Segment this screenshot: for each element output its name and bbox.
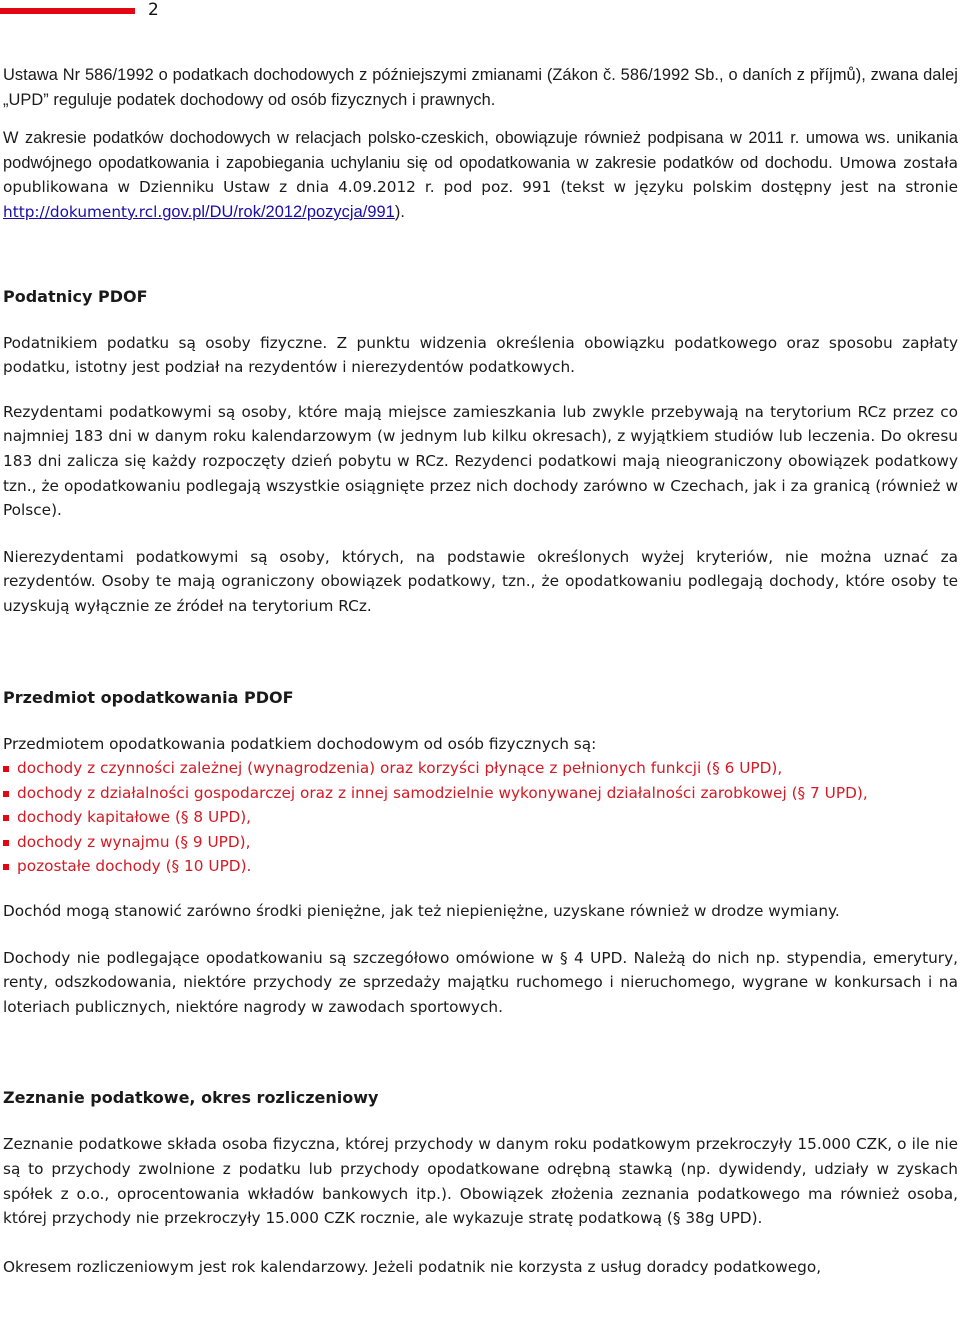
umowa-text-rest: Umowa została opublikowana w Dzienniku Ustaw z dnia 4.09.2012 r. pod poz. 991 (tekst w języku polskim dostępny jest na stronie [3, 153, 958, 197]
section-heading-zeznanie: Zeznanie podatkowe, okres rozliczeniowy [3, 1088, 379, 1108]
list-item-text: dochody z działalności gospodarczej oraz z innej samodzielnie wykonywanej działalności zarobkowej (§ 7 UPD), [17, 783, 868, 802]
section-heading-podatnicy: Podatnicy PDOF [3, 286, 148, 306]
podatnicy-paragraph-nierezydenci: Nierezydentami podatkowymi są osoby, których, na podstawie określonych wyżej kryteriów, nie można uznać za rezydentów. Osoby te mają ograniczony obowiązek podatkowy, tzn., że opodatkowaniu podlegają dochody, które osoby te uzyskują wyłącznie ze źródeł na terytorium RCz. [3, 547, 958, 615]
bullet-square-icon [3, 840, 9, 846]
podatnicy-paragraph-rezydenci: Rezydentami podatkowymi są osoby, które mają miejsce zamieszkania lub zwykle przebywają na terytorium RCz przez co najmniej 183 dni w danym roku kalendarzowym (w jednym lub kilku okresach), z wyjątkiem studiów lub leczenia. Do okresu 183 dni zalicza się każdy rozpoczęty dzień pobytu w RCz. Rezydenci podatkowi mają nieograniczony obowiązek podatkowy tzn., że opodatkowaniu podlegają wszystkie osiągnięte przez nich dochody zarówno w Czechach, jak i za granicą (również w Polsce). [3, 402, 958, 520]
bullet-square-icon [3, 766, 9, 772]
document-body [3, 63, 958, 1279]
list-item [3, 756, 958, 781]
list-item [3, 830, 958, 855]
podatnicy-paragraph-1: Podatnikiem podatku są osoby fizyczne. Z punktu widzenia określenia obowiązku podatkowego oraz sposobu zapłaty podatku, istotny jest podział na rezydentów i nierezydentów podatkowych. [3, 333, 958, 377]
intro-paragraph-ustawa: Ustawa Nr 586/1992 o podatkach dochodowych z późniejszymi zmianami (Zákon č. 586/1992 Sb., o daních z příjmů), zwana dalej „UPD” reguluje podatek dochodowy od osób fizycznych i prawnych. [3, 66, 958, 109]
list-item-text: dochody z czynności zależnej (wynagrodzenia) oraz korzyści płynące z pełnionych funkcji (§ 6 UPD), [17, 759, 783, 778]
link-text-part2: gov.pl/DU/rok/2012/pozycja/991 [162, 202, 395, 221]
header-accent-bar [0, 8, 135, 14]
bullet-square-icon [3, 815, 9, 821]
list-item-text: dochody kapitałowe (§ 8 UPD), [17, 808, 252, 827]
bullet-square-icon [3, 864, 9, 870]
list-item [3, 854, 958, 879]
section-heading-przedmiot: Przedmiot opodatkowania PDOF [3, 687, 294, 707]
link-after-text: ). [394, 202, 405, 221]
przedmiot-paragraph-dochod: Dochód mogą stanowić zarówno środki pieniężne, jak też niepieniężne, uzyskane również w drodze wymiany. [3, 902, 840, 921]
zeznanie-paragraph-okres: Okresem rozliczeniowym jest rok kalendarzowy. Jeżeli podatnik nie korzysta z usług doradcy podatkowego, [3, 1257, 822, 1276]
bullet-square-icon [3, 791, 9, 797]
list-item-text: dochody z wynajmu (§ 9 UPD), [17, 832, 251, 851]
list-item [3, 781, 958, 806]
list-item [3, 805, 958, 830]
link-text-part1: http://dokumenty.rcl. [3, 202, 163, 221]
income-types-list [3, 756, 958, 879]
page-number: 2 [148, 0, 159, 20]
przedmiot-paragraph-zwolnione: Dochody nie podlegające opodatkowaniu są szczegółowo omówione w § 4 UPD. Należą do nich np. stypendia, emerytury, renty, odszkodowania, niektóre przychody ze sprzedaży majątku ruchomego i nieruchomego, wygrane w konkursach i na loteriach publicznych, niektóre nagrody w zawodach sportowych. [3, 948, 958, 1016]
intro-paragraph-umowa [3, 126, 958, 224]
umowa-text-start: W zakresie podatków dochodowych w relacjach polsko-czeskich, obowiązuje również podpisana w 2011 r. umowa ws. unikania podwójnego opodatkowania i zapobiegania uchylaniu się od opodatkowania w zakresie podatków od dochodu. [3, 129, 958, 172]
przedmiot-intro: Przedmiotem opodatkowania podatkiem dochodowym od osób fizycznych są: [3, 734, 597, 753]
zeznanie-paragraph-1: Zeznanie podatkowe składa osoba fizyczna, której przychody w danym roku podatkowym przekroczyły 15.000 CZK, o ile nie są to przychody zwolnione z podatku lub przychody opodatkowane odrębną stawką (np. dywidendy, udziały w zyskach spółek z o.o., oprocentowania wkładów bankowych itp.). Obowiązek złożenia zeznania podatkowego ma również osoba, której przychody nie przekroczyły 15.000 CZK rocznie, ale wykazuje stratę podatkową (§ 38g UPD). [3, 1135, 958, 1228]
dokumenty-link[interactable] [3, 203, 395, 221]
list-item-text: pozostałe dochody (§ 10 UPD). [17, 857, 252, 876]
page-header [0, 0, 960, 26]
